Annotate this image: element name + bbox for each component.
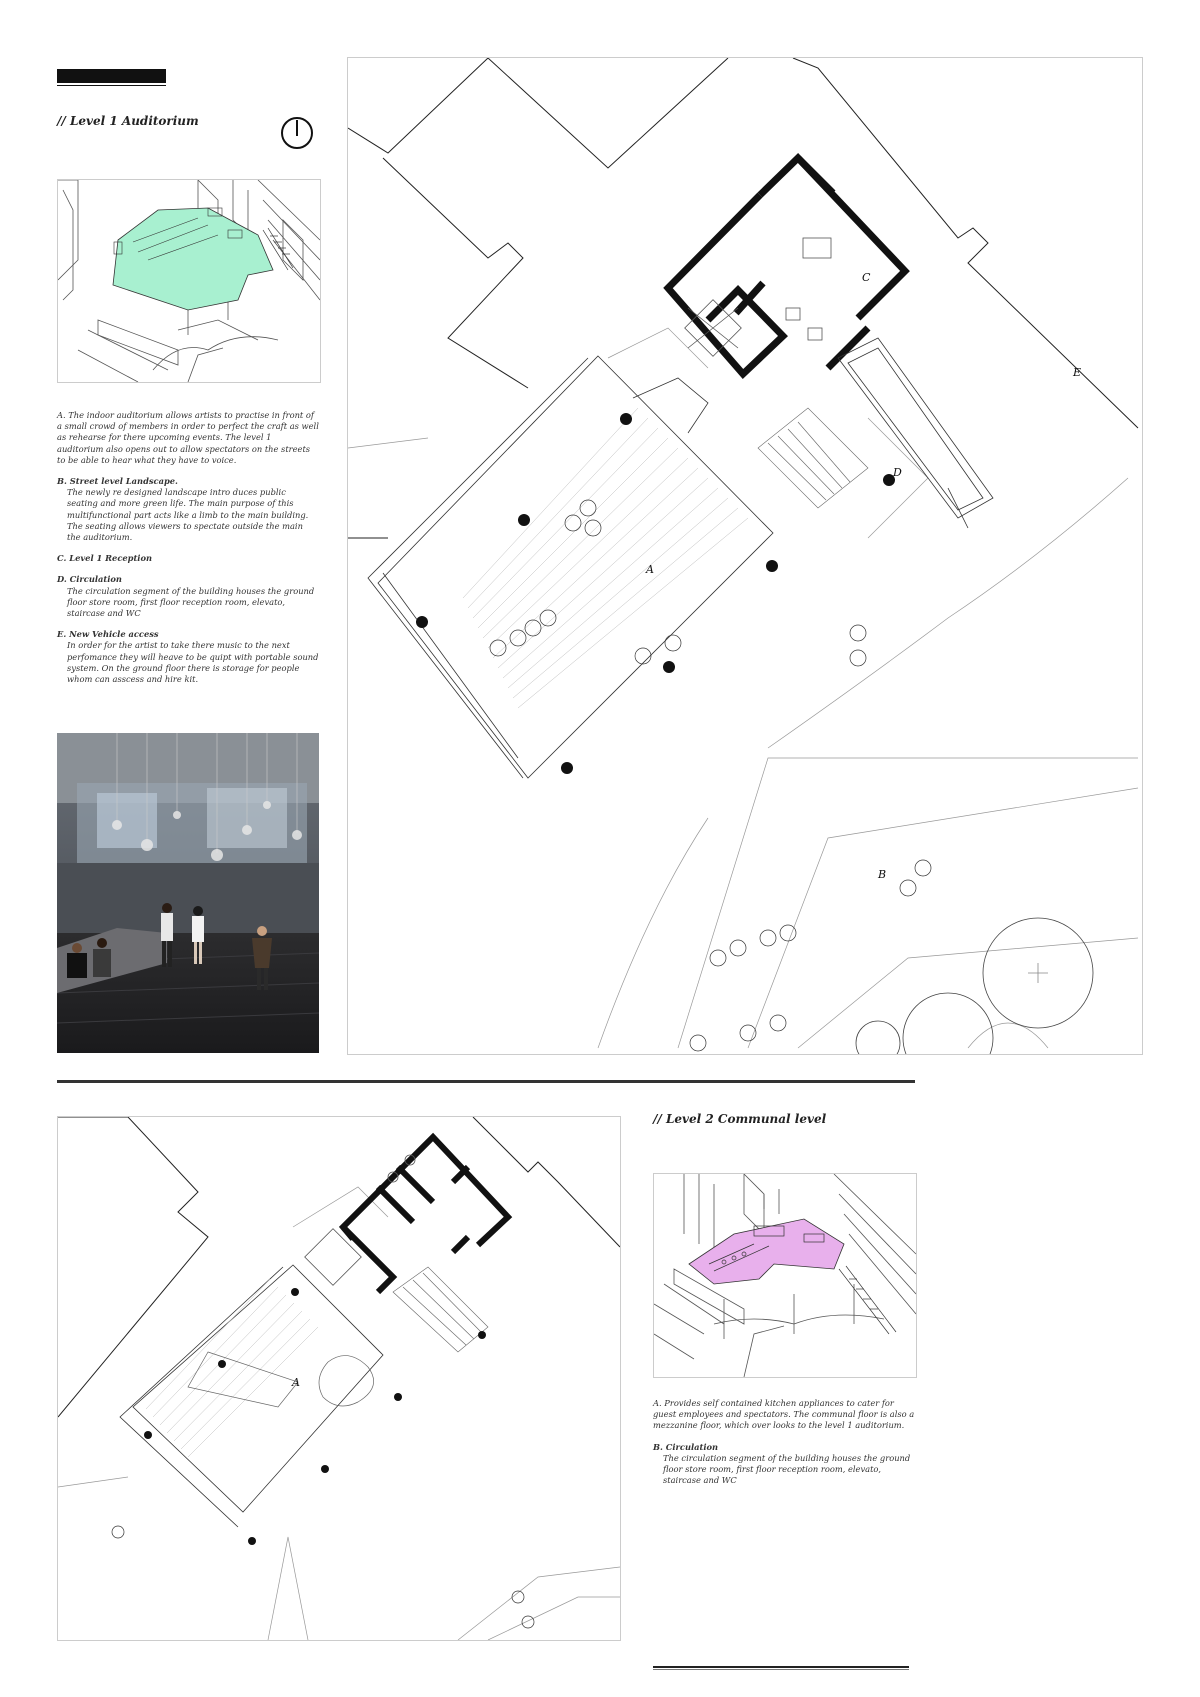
level1-axonometric — [57, 179, 321, 383]
level2-floor-plan — [57, 1116, 621, 1641]
l1-label-a: A — [646, 563, 654, 576]
title-bar-rule — [57, 85, 166, 86]
level1-note-b: B. Street level Landscape. The newly re designed landscape intro duces public seating and more green life. The main purpose of this multifunctional part acts like a limb to the main building. The seating allows viewers to spectate outside the main the auditorium. — [57, 476, 309, 543]
level2-notes — [653, 1398, 915, 1496]
section-divider — [57, 1080, 915, 1083]
level1-notes — [57, 410, 319, 695]
level2-heading: // Level 2 Communal level — [653, 1112, 827, 1126]
l1-label-b: B — [878, 868, 887, 881]
level1-note-a: A. The indoor auditorium allows artists to practise in front of a small crowd of members in order to perfect the craft as well as rehearse for there upcoming events. The level 1 auditorium also opens out to allow spectators on the streets to be able to hear what they have to voice. — [57, 410, 319, 465]
level1-heading: // Level 1 Auditorium — [57, 114, 199, 128]
level2-axonometric — [653, 1173, 917, 1378]
north-arrow-icon — [280, 116, 314, 150]
l1-label-c: C — [862, 271, 871, 284]
bottom-rule-thin — [653, 1669, 909, 1670]
level1-floor-plan — [347, 57, 1143, 1055]
bottom-rule — [653, 1666, 909, 1668]
level2-note-a: A. Provides self contained kitchen appliances to cater for guest employees and spectators. The communal floor is also a mezzanine floor, which over looks to the level 1 auditorium. — [653, 1398, 915, 1431]
level1-highlight — [113, 208, 273, 310]
l1-label-d: D — [893, 466, 902, 479]
level1-note-c: C. Level 1 Reception — [57, 553, 153, 564]
level2-note-b: B. Circulation The circulation segment of the building houses the ground floor store room, first floor reception room, elevato, staircase and WC — [653, 1441, 911, 1486]
level1-note-d: D. Circulation The circulation segment of the building houses the ground floor store room, first floor reception room, elevato, staircase and WC — [57, 574, 315, 619]
level2-highlight — [689, 1219, 844, 1284]
l1-label-e: E — [1073, 366, 1082, 379]
title-bar — [57, 69, 166, 83]
auditorium-render — [57, 733, 319, 1053]
level1-note-e: E. New Vehicle access In order for the artist to take there music to the next perfomance they will heave to be quipt with portable sound system. On the ground floor there is storage for people whom can asscess and hire kit. — [57, 629, 319, 685]
l2-label-a: A — [292, 1376, 300, 1389]
